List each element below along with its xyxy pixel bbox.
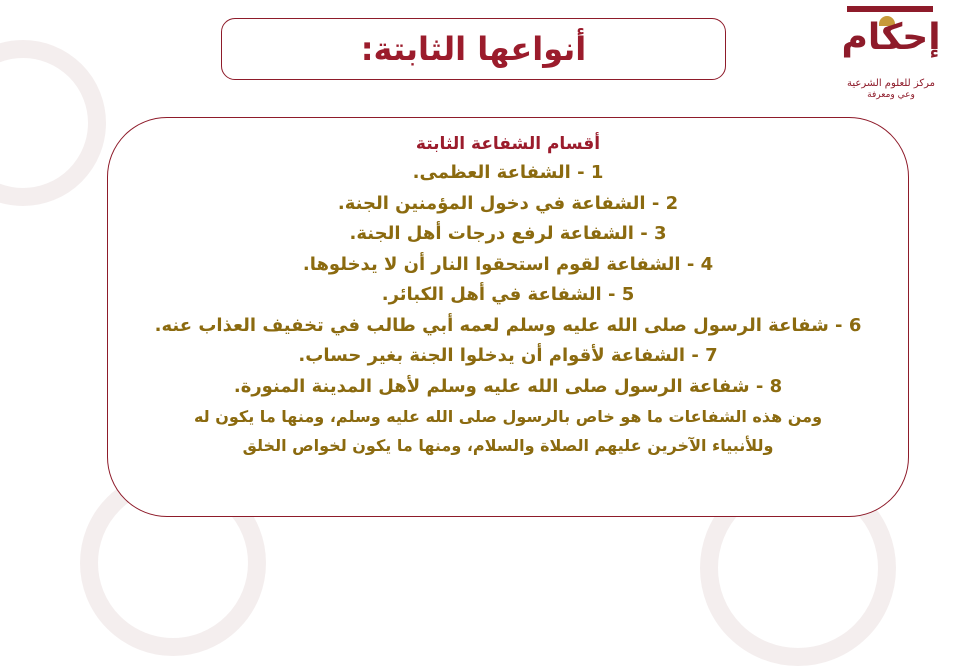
- list-item: 6 - شفاعة الرسول صلى الله عليه وسلم لعمه أبي طالب في تخفيف العذاب عنه.: [154, 314, 862, 336]
- title-banner: [221, 18, 726, 80]
- logo-subtitle: مركز للعلوم الشرعية: [847, 78, 935, 89]
- section-heading: أقسام الشفاعة الثابتة: [415, 134, 601, 154]
- list-item: 4 - الشفاعة لقوم استحقوا النار أن لا يدخلوها.: [302, 253, 714, 275]
- background-ornament: [0, 40, 106, 206]
- list-item: 8 - شفاعة الرسول صلى الله عليه وسلم لأهل المدينة المنورة.: [233, 375, 783, 397]
- note-line: ومن هذه الشفاعات ما هو خاص بالرسول صلى الله عليه وسلم، ومنها ما يكون له: [193, 407, 823, 426]
- logo-name: إحكام: [841, 17, 941, 58]
- logo-tagline: وعي ومعرفة: [867, 90, 915, 100]
- content-text: [120, 132, 896, 460]
- logo-mark: [841, 6, 941, 68]
- list-item: 5 - الشفاعة في أهل الكبائر.: [381, 284, 635, 305]
- list-item: 7 - الشفاعة لأقوام أن يدخلوا الجنة بغير حساب.: [298, 345, 718, 366]
- logo-bar: [847, 6, 933, 12]
- logo: [836, 6, 946, 108]
- page-title: أنواعها الثابتة:: [360, 30, 587, 68]
- note-line: وللأنبياء الآخرين عليهم الصلاة والسلام، ومنها ما يكون لخواص الخلق: [242, 436, 774, 455]
- list-item: 3 - الشفاعة لرفع درجات أهل الجنة.: [349, 223, 667, 244]
- list-item: 2 - الشفاعة في دخول المؤمنين الجنة.: [337, 192, 679, 214]
- list-item: 1 - الشفاعة العظمى.: [412, 162, 604, 183]
